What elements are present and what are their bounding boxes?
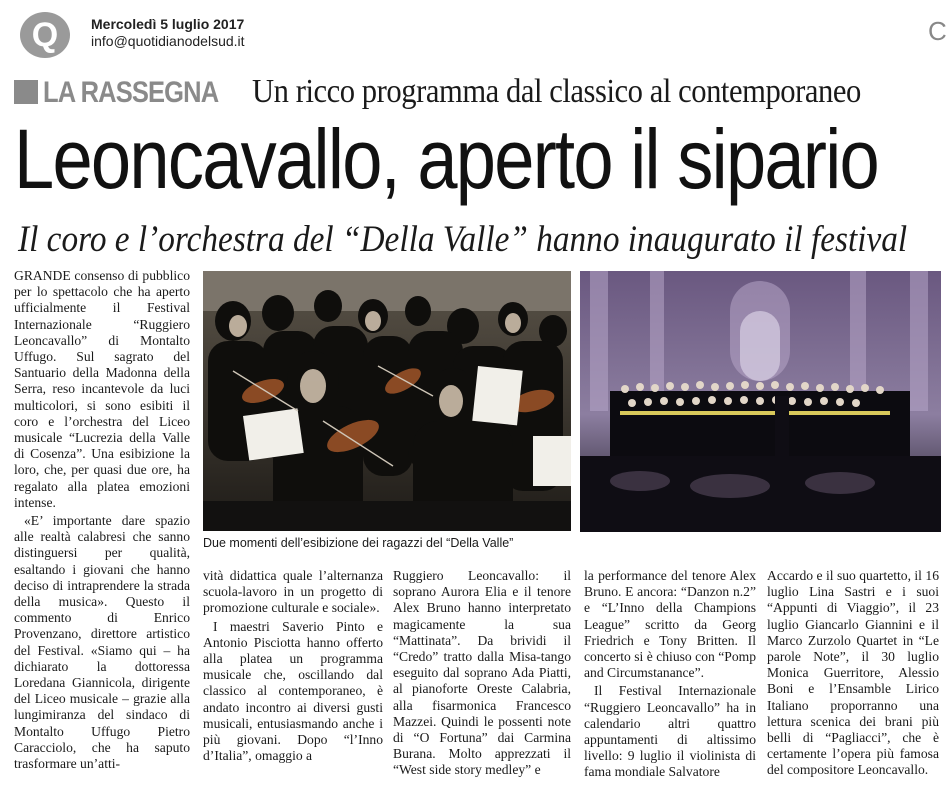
article-paragraph: Il Festival Internazionale “Ruggiero Leoncavallo” ha in calendario altri quattro appuntamenti di altissimo livello: 9 luglio il violinista di fama mondiale Salvatore [584,683,756,780]
article-column-3 [393,568,571,779]
choir-photo-illustration [580,271,941,532]
article-paragraph: vità didattica quale l’alternanza scuola-lavoro in un progetto di promozione culturale e sociale». [203,568,383,616]
issue-date: Mercoledì 5 luglio 2017 [91,16,245,32]
article-column-1 [14,268,190,772]
article-column-2 [203,568,383,764]
orchestra-photo-illustration [203,271,571,531]
headline: Leoncavallo, aperto il sipario [14,112,879,206]
article-paragraph: Ruggiero Leoncavallo: il soprano Aurora Elia e il tenore Alex Bruno hanno interpretato magicamente la sua “Mattinata”. Da brividi il “Credo” tratto dalla Misa-tango eseguito dal soprano Ada Piatti, al pianoforte Oreste Calabria, alla fisarmonica Francesco Mazzei. Quindi le possenti note di “O Fortuna” dai Carmina Burana. Molto apprezzati il “West side story medley” e [393,568,571,778]
kicker: Un ricco programma dal classico al contemporaneo [252,73,861,110]
article-column-5 [767,568,939,779]
article-column-4 [584,568,756,781]
article-paragraph: la performance del tenore Alex Bruno. E ancora: “Danzon n.2” e “L’Inno della Champions League” scritto da Georg Friedrich e Tony Britten. Il concerto si è chiuso con “Pomp and Circumstanance”. [584,568,756,681]
photo-caption: Due momenti dell’esibizione dei ragazzi del “Della Valle” [203,536,514,550]
newspaper-logo [20,12,70,58]
choir-photo [580,271,941,532]
section-label: LA RASSEGNA [43,76,219,109]
subheadline: Il coro e l’orchestra del “Della Valle” hanno inaugurato il festival [18,219,908,260]
section-marker-icon [14,80,38,104]
logo-letter: Q [31,16,59,54]
article-paragraph: «E’ importante dare spazio alle realtà calabresi che sanno distinguersi per qualità, esaltando i giovani che hanno deciso di intraprendere la strada della musica». Questo il commento di Enrico Provenzano, direttore artistico del Festival. «Siamo qui – ha dichiarato la dottoressa Loredana Giannicola, dirigente del Liceo musicale – grazie alla lungimiranza del sindaco di Montalto Uffugo Pietro Caracciolo, che ha saputo trasformare un’atti- [14,513,190,772]
article-paragraph: I maestri Saverio Pinto e Antonio Pisciotta hanno offerto alla platea un programma musicale che, oscillando dal classico al contemporaneo, è andato incontro ai diversi gusti musicali, entusiasmando anche i più giovani. Dopo “l’Inno d’Italia”, omaggio a [203,618,383,764]
article-paragraph: Accardo e il suo quartetto, il 16 luglio Lina Sastri e i suoi “Appunti di Viaggio”, il 23 luglio Giancarlo Giannini e il Marco Zurzolo Quartet in “Le parole Note”, il 30 luglio Monica Guerritore, Alessio Boni e l’Ensamble Lirico Italiano proporranno una lettura scenica dei brani più belli di “Pagliacci”, che è certamente l’opera più famosa del compositore Leoncavallo. [767,568,939,778]
cropped-header-letter: C [928,16,947,46]
orchestra-photo [203,271,571,531]
article-paragraph: GRANDE consenso di pubblico per lo spettacolo che ha aperto ufficialmente il Festival Internazionale “Ruggiero Leoncavallo” di Montalto Uffugo. Sul sagrato del Santuario della Madonna della Serra, reso incantevole da luci multicolori, si sono esibiti il coro e l’orchestra del Liceo musicale “Lucrezia della Valle di Cosenza”. Una esibizione la loro, che, per quasi due ore, ha regalato alla platea emozioni intense. [14,268,190,510]
contact-email: info@quotidianodelsud.it [91,33,245,49]
